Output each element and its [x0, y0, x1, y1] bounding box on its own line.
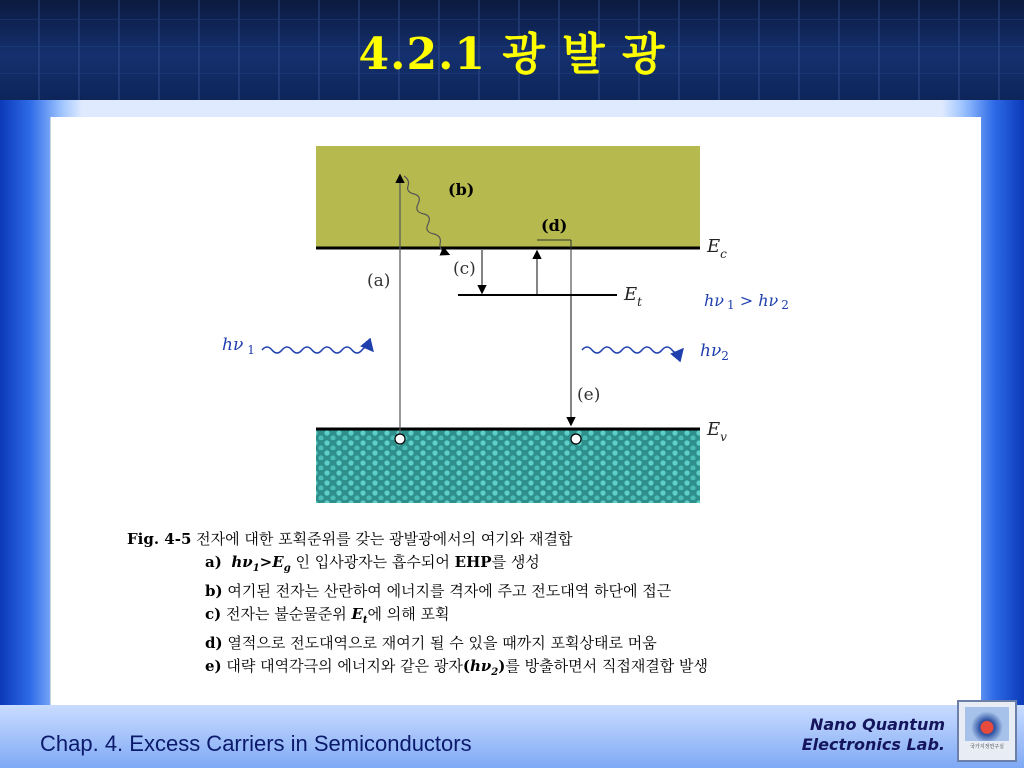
caption-item-d: d) 열적으로 전도대역으로 재여기 될 수 있을 때까지 포획상태로 머움 [205, 634, 657, 652]
label-hv1-incident: hν $_1$ [222, 335, 255, 357]
logo-emblem-icon [965, 707, 1009, 741]
logo-caption: 국가지정연구실 [970, 744, 1004, 750]
caption-item-c: c) 전자는 불순물준위 $E_t$에 의해 포획 [205, 605, 450, 626]
caption-item-b: b) 여기된 전자는 산란하여 에너지를 격자에 주고 전도대역 하단에 접근 [205, 582, 672, 600]
valence-band [316, 429, 700, 503]
conduction-band [316, 146, 700, 247]
figure-caption [127, 528, 708, 684]
caption-item-e: e) 대략 대역각극의 에너지와 같은 광자$(h\nu_2)$를 방출하면서 직접재결합 발생 [205, 657, 709, 678]
label-c: (c) [453, 259, 476, 279]
slide-title: 4.2.1 광 발 광 [358, 29, 666, 80]
incident-photon-wave [262, 347, 372, 353]
chapter-title: Chap. 4. Excess Carriers in Semiconductors [40, 731, 472, 756]
lab-name [770, 715, 945, 755]
label-ev: $E_v$ [707, 419, 727, 444]
label-a: (a) [367, 271, 391, 291]
caption-item-a: a) $h\nu_1>E_g$ 인 입사광자는 흡수되어 EHP를 생성 [205, 553, 540, 574]
label-b: (b) [448, 180, 475, 199]
hole-left [395, 434, 405, 444]
label-energy-comparison: hν 1 > hν 2 [704, 291, 789, 312]
label-et: $E_t$ [624, 284, 642, 309]
label-ec: $E_c$ [707, 236, 727, 261]
label-hv2-emitted: $h\nu_2$ [700, 341, 729, 363]
emitted-photon-wave [582, 347, 682, 353]
label-d: (d) [541, 216, 568, 235]
lab-name-line1: Nano Quantum [809, 715, 945, 734]
lab-logo [957, 700, 1017, 762]
caption-heading: Fig. 4-5 전자에 대한 포획준위를 갖는 광발광에서의 여기와 재결합 [127, 530, 573, 548]
lab-name-line2: Electronics Lab. [801, 735, 945, 754]
label-e: (e) [577, 385, 601, 405]
hole-right [571, 434, 581, 444]
